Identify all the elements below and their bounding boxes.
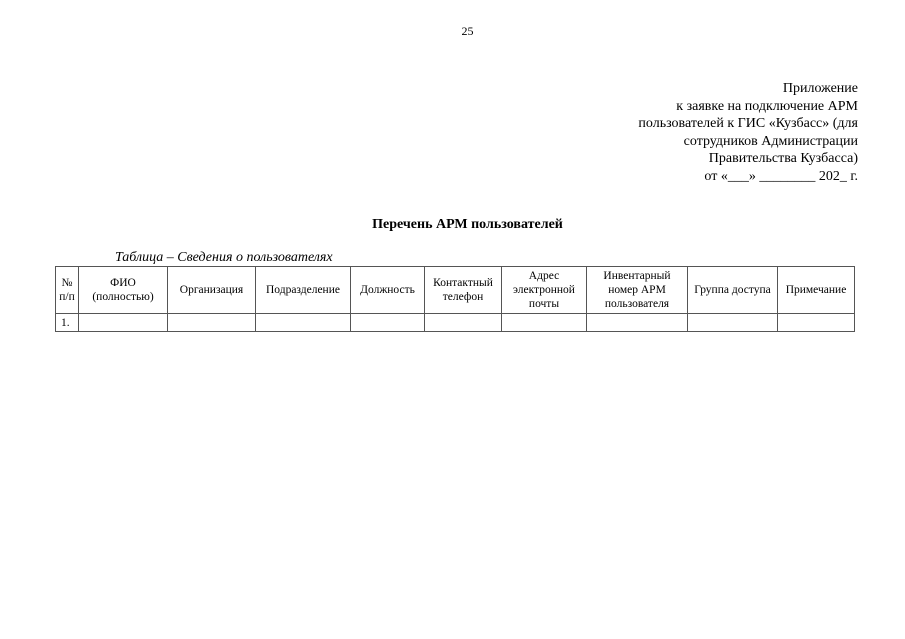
table-cell bbox=[351, 314, 425, 332]
column-header-position bbox=[351, 267, 425, 314]
column-header-inventory-number bbox=[587, 267, 688, 314]
table-cell bbox=[778, 314, 855, 332]
header-line: Подразделение bbox=[266, 284, 340, 296]
table-cell bbox=[587, 314, 688, 332]
appendix-line: Приложение bbox=[782, 81, 858, 96]
header-line: ФИО bbox=[110, 277, 136, 289]
column-header-organization bbox=[168, 267, 256, 314]
appendix-line: пользователей к ГИС «Кузбасс» (для bbox=[638, 116, 858, 131]
table-cell bbox=[425, 314, 502, 332]
column-header-note bbox=[778, 267, 855, 314]
header-line: почты bbox=[528, 298, 560, 310]
header-line: электронной bbox=[513, 284, 575, 296]
appendix-line: сотрудников Администрации bbox=[683, 133, 858, 149]
column-header-number bbox=[56, 267, 79, 314]
table-cell bbox=[502, 314, 587, 332]
header-line: номер АРМ bbox=[608, 284, 666, 296]
column-header-phone bbox=[425, 267, 502, 314]
column-header-email bbox=[502, 267, 587, 314]
table-row bbox=[56, 314, 855, 332]
header-line: Инвентарный bbox=[603, 270, 671, 282]
header-line: Адрес bbox=[528, 270, 560, 282]
users-table bbox=[55, 266, 855, 332]
header-line: Группа доступа bbox=[694, 284, 771, 296]
appendix-block bbox=[558, 80, 858, 185]
header-line: пользователя bbox=[604, 298, 670, 310]
appendix-line: Правительства Кузбасса) bbox=[708, 151, 858, 166]
header-line: Организация bbox=[179, 284, 244, 296]
column-header-full-name bbox=[79, 267, 168, 314]
column-header-access-group bbox=[688, 267, 778, 314]
header-line: Контактный bbox=[433, 277, 493, 289]
appendix-line: к заявке на подключение АРМ bbox=[676, 98, 858, 114]
appendix-line: от «___» ________ 202_ г. bbox=[704, 168, 858, 184]
page-number: 25 bbox=[461, 24, 474, 38]
header-line: № bbox=[61, 277, 73, 289]
table-header-row bbox=[56, 267, 855, 314]
column-header-department bbox=[256, 267, 351, 314]
table-cell bbox=[688, 314, 778, 332]
header-line: (полностью) bbox=[92, 291, 154, 303]
document-title: Перечень АРМ пользователей bbox=[372, 217, 563, 232]
table-cell bbox=[79, 314, 168, 332]
header-line: Примечание bbox=[785, 284, 847, 296]
header-line: телефон bbox=[442, 291, 484, 303]
header-line: Должность bbox=[360, 284, 415, 296]
table-cell bbox=[168, 314, 256, 332]
header-line: п/п bbox=[59, 291, 75, 303]
table-cell-number: 1. bbox=[56, 314, 79, 332]
table-caption: Таблица – Сведения о пользователях bbox=[115, 250, 333, 265]
table-cell bbox=[256, 314, 351, 332]
